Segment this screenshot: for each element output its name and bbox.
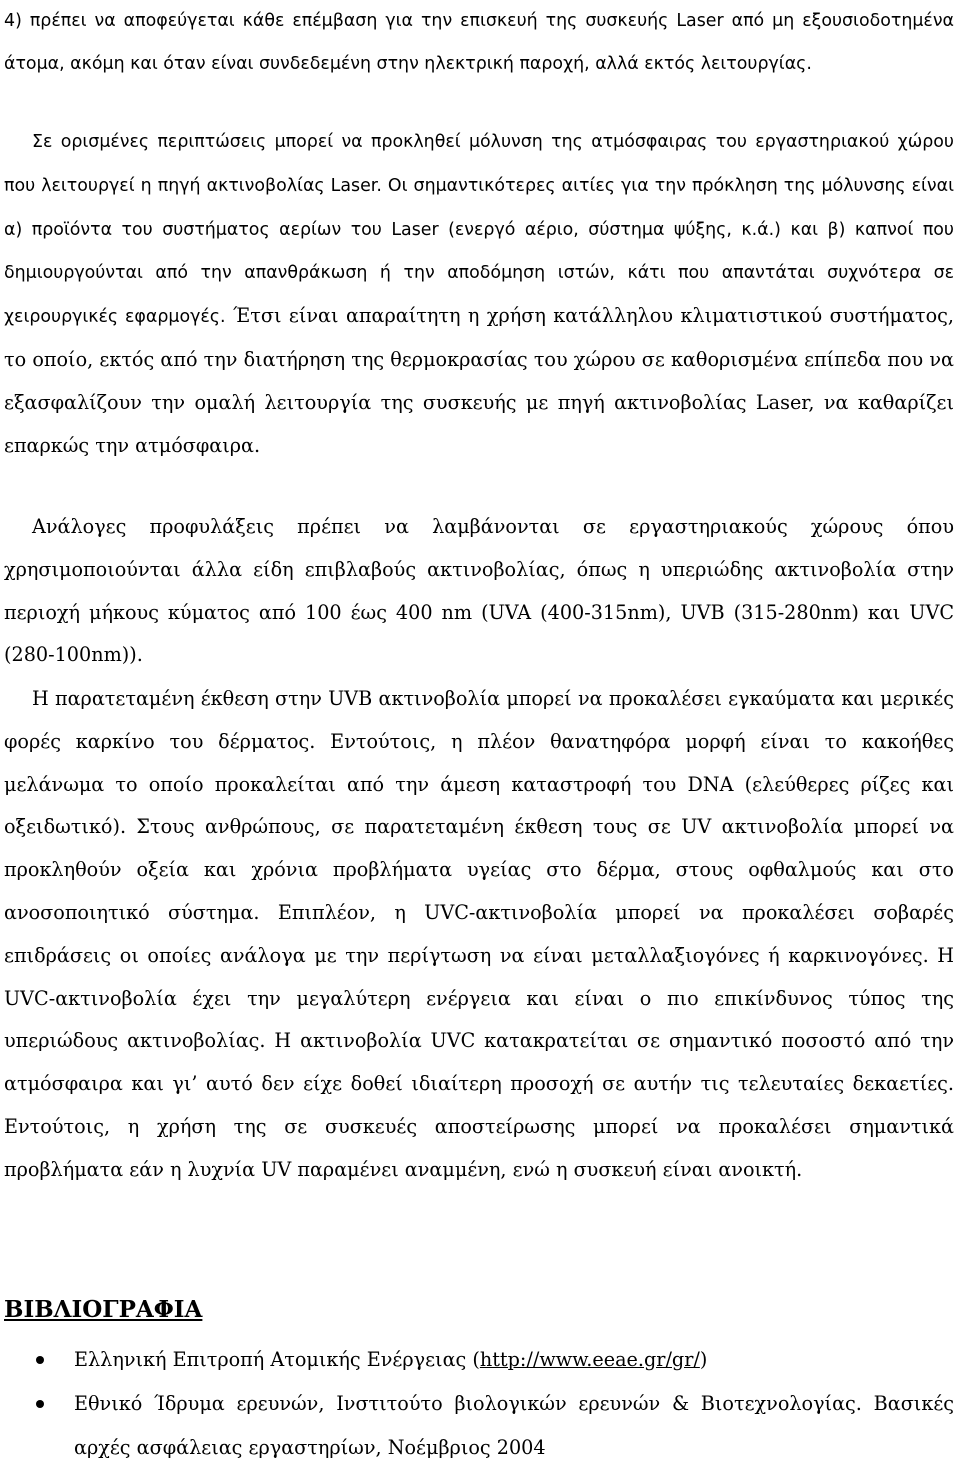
bibliography-source-name: Ελληνική Επιτροπή Ατομικής Ενέργειας ( <box>74 1348 480 1371</box>
paragraph-uv-precautions: Ανάλογες προφυλάξεις πρέπει να λαμβάνονται σε εργαστηριακούς χώρους όπου χρησιμοποιούνται άλλα είδη επιβλαβούς ακτινοβολίας, όπως η υπεριώδης ακτινοβολία στην περιοχή μήκους κύματος από 100 έως 400 nm (UVA (400-315nm), UVB (315-280nm) και UVC (280-100nm)). <box>4 515 954 667</box>
bullet-icon <box>36 1356 44 1364</box>
paragraph-contamination-causes: Σε ορισμένες περιπτώσεις μπορεί να προκληθεί μόλυνση της ατμόσφαιρας του εργαστηριακού χώρου που λειτουργεί η πηγή ακτινοβολίας Laser. Οι σημαντικότερες αιτίες για την πρόκληση της μόλυνσης είναι α) προϊόντα του συστήματος αερίων του Laser (ενεργό αέριο, σύστημα ψύξης, κ.ά.) και β) καπνοί που δημιουργούνται από την απανθράκωση ή την αποδόμηση ιστών, κάτι που απαντάται συχνότερα σε χειρουργικές εφαρμογές. <box>4 132 954 328</box>
paragraph-atmosphere-contamination <box>4 120 954 467</box>
bibliography-item-text: Εθνικό Ίδρυμα ερευνών, Ινστιτούτο βιολογικών ερευνών & Βιοτεχνολογίας. Βασικές αρχές ασφάλειας εργαστηρίων, Νοέμβριος 2004 <box>74 1392 954 1459</box>
bibliography-item-text <box>74 1338 954 1382</box>
bullet-icon <box>36 1400 44 1408</box>
paragraph-air-conditioning: Έτσι είναι απαραίτητη η χρήση κατάλληλου κλιματιστικού συστήματος, το οποίο, εκτός από την διατήρηση της θερμοκρασίας του χώρου σε καθορισμένα επίπεδα που να εξασφαλίζουν την ομαλή λειτουργία της συσκευής με πηγή ακτινοβολίας Laser, να καθαρίζει επαρκώς την ατμόσφαιρα. <box>4 304 954 457</box>
paragraph-laser-repair: 4) πρέπει να αποφεύγεται κάθε επέμβαση για την επισκευή της συσκευής Laser από μη εξουσιοδοτημένα άτομα, ακόμη και όταν είναι συνδεδεμένη στην ηλεκτρική παροχή, αλλά εκτός λειτουργίας. <box>4 11 954 74</box>
bibliography-closing-paren: ) <box>699 1348 708 1371</box>
bibliography-link[interactable]: http://www.eeae.gr/gr/ <box>479 1348 700 1371</box>
bibliography-heading: ΒΙΒΛΙΟΓΡΑΦΙΑ <box>4 1296 203 1323</box>
paragraph-uv-effects: Η παρατεταμένη έκθεση στην UVB ακτινοβολία μπορεί να προκαλέσει εγκαύματα και μερικές φορές καρκίνο του δέρματος. Εντούτοις, η πλέον θανατηφόρα μορφή είναι το κακοήθες μελάνωμα το οποίο προκαλείται από την άμεση καταστροφή του DNA (ελεύθερες ρίζες και οξειδωτικό). Στους ανθρώπους, σε παρατεταμένη έκθεση τους σε UV ακτινοβολία μπορεί να προκληθούν οξεία και χρόνια προβλήματα υγείας στο δέρμα, στους οφθαλμούς και στο ανοσοποιητικό σύστημα. Επιπλέον, η UVC-ακτινοβολία μπορεί να προκαλέσει σοβαρές επιδράσεις οι οποίες ανάλογα με την περίγτωση να είναι μεταλλαξιογόνες ή καρκινογόνες. Η UVC-ακτινοβολία έχει την μεγαλύτερη ενέργεια και είναι ο πιο επικίνδυνος τύπος της υπεριώδους ακτινοβολίας. Η ακτινοβολία UVC κατακρατείται σε σημαντικό ποσοστό από την ατμόσφαιρα και γι’ αυτό δεν είχε δοθεί ιδιαίτερη προσοχή σε αυτήν τις τελευταίες δεκαετίες. Εντούτοις, η χρήση της σε συσκευές αποστείρωσης μπορεί να προκαλέσει σημαντικά προβλήματα εάν η λυχνία UV παραμένει αναμμένη, ενώ η συσκευή είναι ανοικτή. <box>4 687 954 1181</box>
